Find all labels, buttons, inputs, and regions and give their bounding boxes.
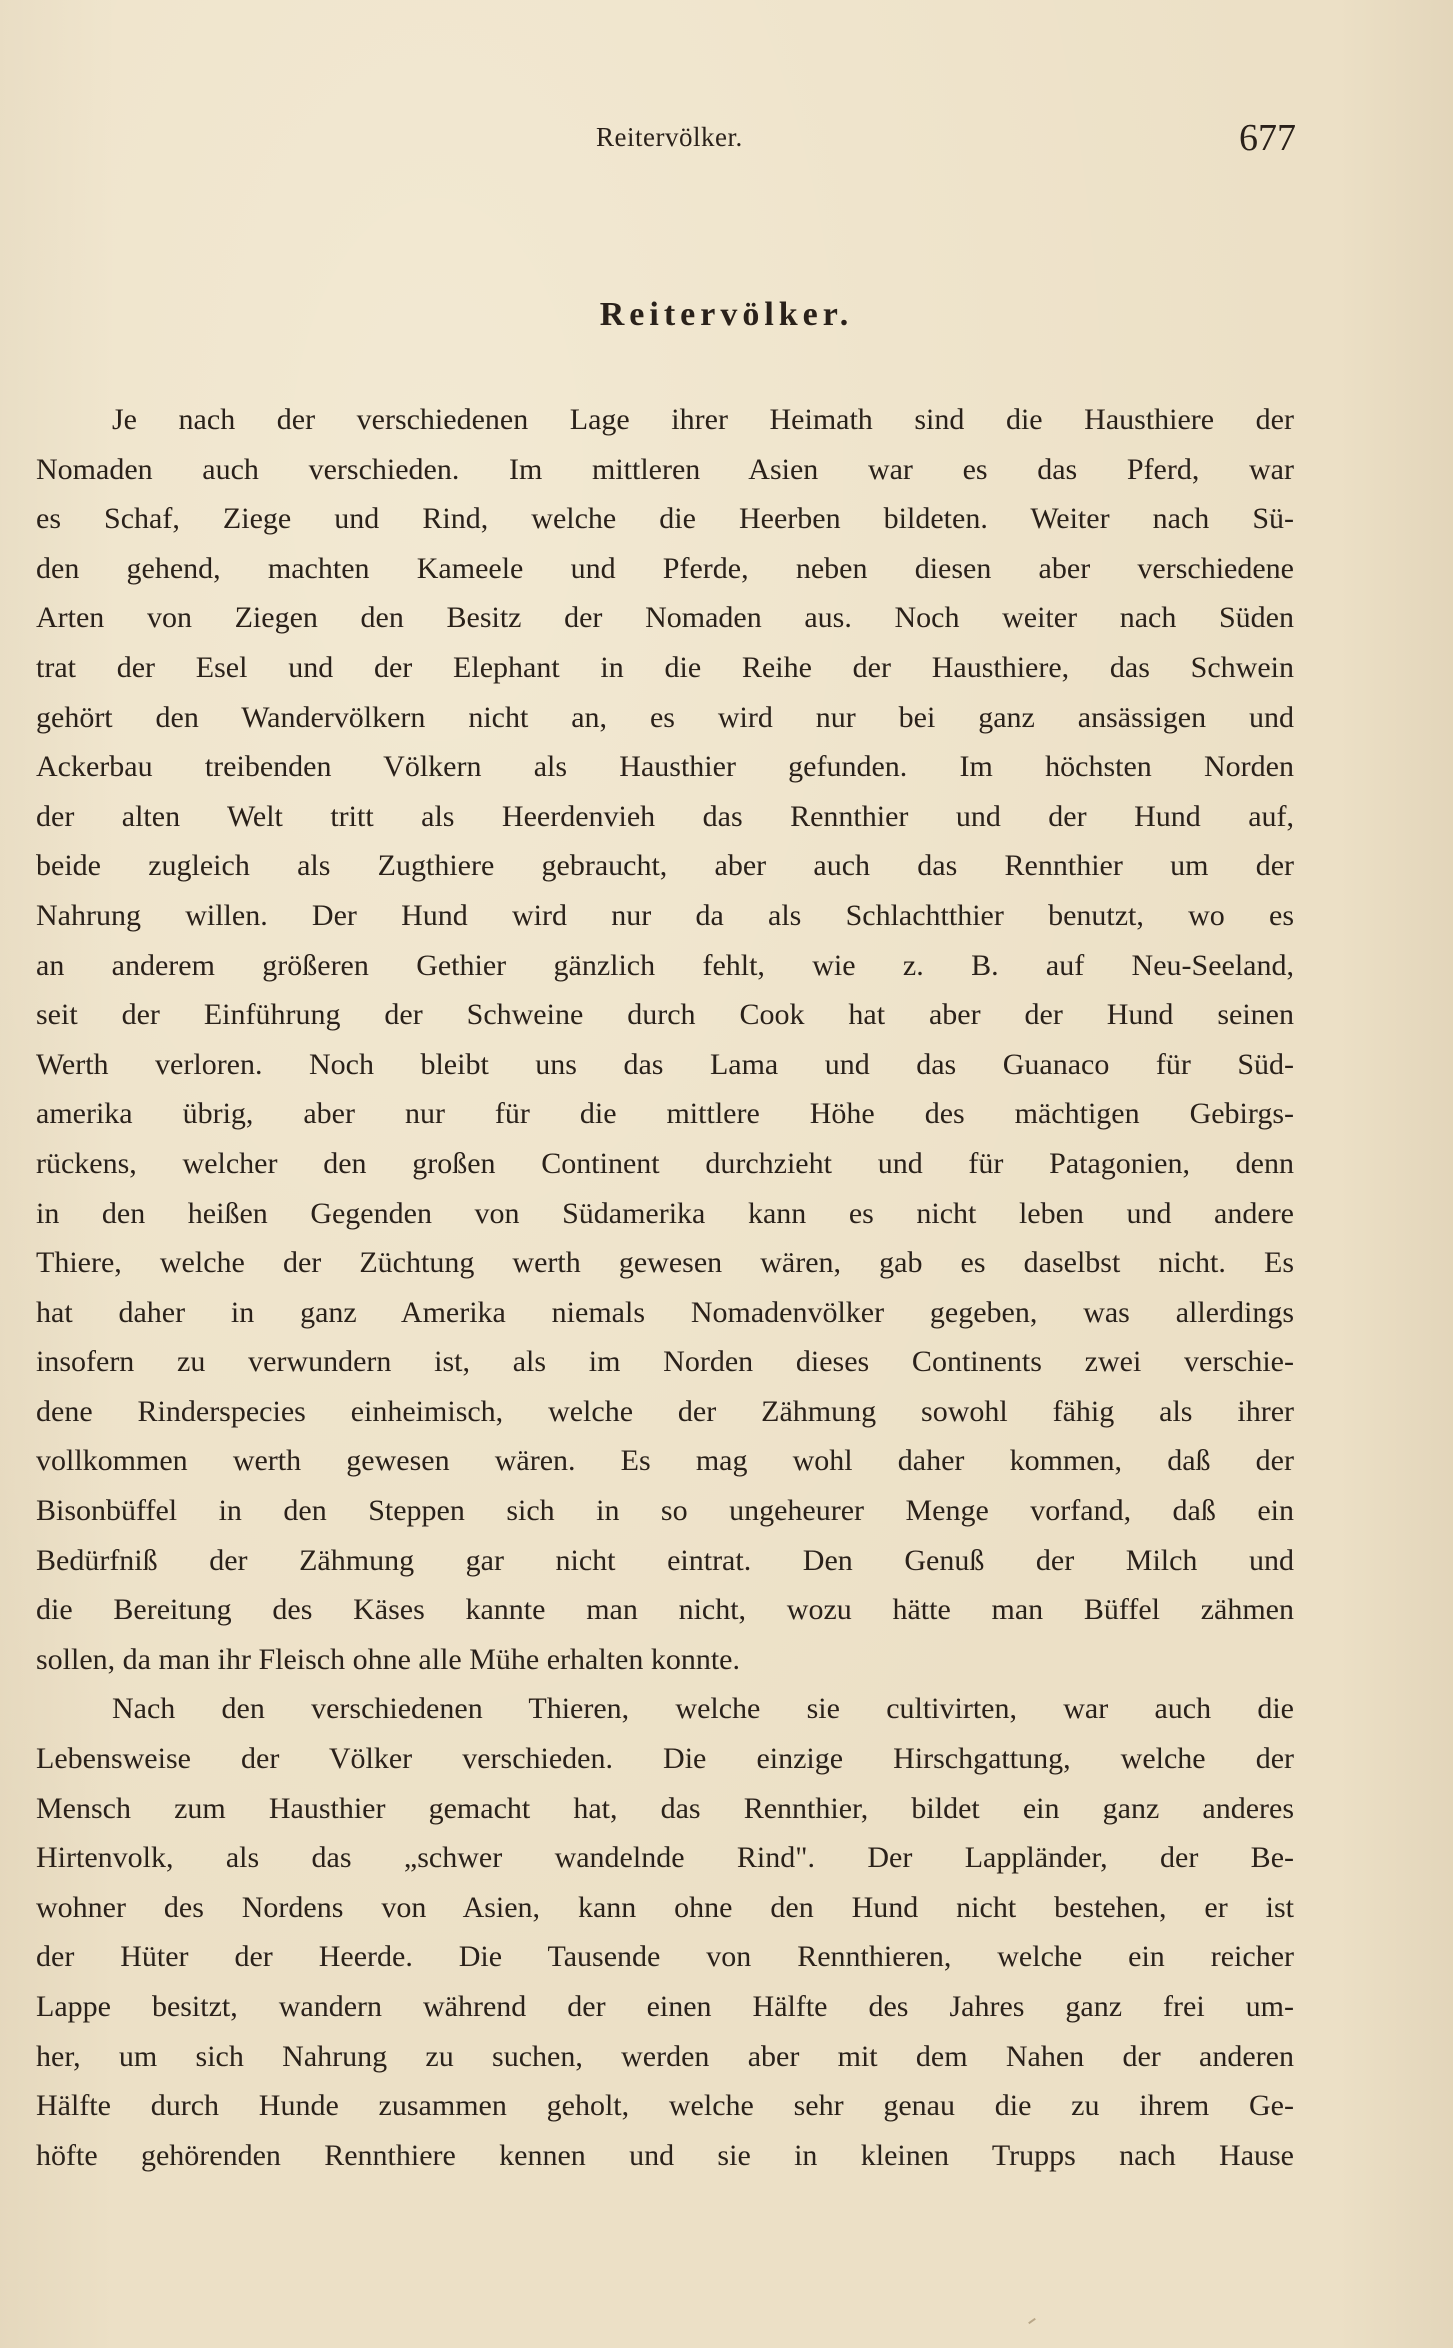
- text-line: Mensch zum Hausthier gemacht hat, das Rennthier, bildet ein ganz anderes: [36, 1791, 1294, 1825]
- text-line: seit der Einführung der Schweine durch Cook hat aber der Hund seinen: [36, 998, 1294, 1032]
- text-line: der alten Welt tritt als Heerdenvieh das Rennthier und der Hund auf,: [36, 799, 1294, 833]
- text-line: Nomaden auch verschieden. Im mittleren Asien war es das Pferd, war: [36, 452, 1294, 486]
- text-line: rückens, welcher den großen Continent durchzieht und für Patagonien, denn: [36, 1146, 1294, 1180]
- text-line: hat daher in ganz Amerika niemals Nomadenvölker gegeben, was allerdings: [36, 1295, 1294, 1329]
- text-line: insofern zu verwundern ist, als im Norden dieses Continents zwei verschie-: [36, 1345, 1294, 1379]
- text-line: den gehend, machten Kameele und Pferde, neben diesen aber verschiedene: [36, 551, 1294, 585]
- text-line: wohner des Nordens von Asien, kann ohne den Hund nicht bestehen, er ist: [36, 1890, 1294, 1924]
- text-line: Je nach der verschiedenen Lage ihrer Heimath sind die Hausthiere der: [112, 403, 1294, 436]
- text-line: her, um sich Nahrung zu suchen, werden aber mit dem Nahen der anderen: [36, 2039, 1294, 2073]
- text-line: an anderem größeren Gethier gänzlich fehlt, wie z. B. auf Neu-Seeland,: [36, 948, 1294, 982]
- text-line: Nach den verschiedenen Thieren, welche sie cultivirten, war auch die: [112, 1692, 1294, 1726]
- text-line: es Schaf, Ziege und Rind, welche die Heerben bildeten. Weiter nach Sü-: [36, 502, 1294, 536]
- text-line: Lappe besitzt, wandern während der einen Hälfte des Jahres ganz frei um-: [36, 1990, 1294, 2023]
- text-line: Nahrung willen. Der Hund wird nur da als Schlachtthier benutzt, wo es: [36, 898, 1294, 932]
- text-line: Hälfte durch Hunde zusammen geholt, welche sehr genau die zu ihrem Ge-: [36, 2089, 1294, 2123]
- text-line: Arten von Ziegen den Besitz der Nomaden aus. Noch weiter nach Süden: [36, 601, 1294, 635]
- text-line: in den heißen Gegenden von Südamerika kann es nicht leben und andere: [36, 1196, 1294, 1230]
- running-title: Reitervölker.: [596, 122, 743, 152]
- text-line: die Bereitung des Käses kannte man nicht, wozu hätte man Büffel zähmen: [36, 1593, 1294, 1627]
- text-line: Hirtenvolk, als das „schwer wandelnde Rind". Der Lappländer, der Be-: [36, 1841, 1294, 1875]
- text-line: der Hüter der Heerde. Die Tausende von Rennthieren, welche ein reicher: [36, 1940, 1294, 1974]
- text-line: Bisonbüffel in den Steppen sich in so ungeheurer Menge vorfand, daß ein: [36, 1494, 1294, 1528]
- text-line: gehört den Wandervölkern nicht an, es wird nur bei ganz ansässigen und: [36, 700, 1294, 734]
- text-line: vollkommen werth gewesen wären. Es mag wohl daher kommen, daß der: [36, 1444, 1294, 1478]
- text-line: amerika übrig, aber nur für die mittlere Höhe des mächtigen Gebirgs-: [36, 1097, 1294, 1131]
- text-line: Ackerbau treibenden Völkern als Hausthier gefunden. Im höchsten Norden: [36, 750, 1294, 784]
- text-line: trat der Esel und der Elephant in die Reihe der Hausthiere, das Schwein: [36, 650, 1294, 684]
- text-line: beide zugleich als Zugthiere gebraucht, aber auch das Rennthier um der: [36, 849, 1294, 883]
- text-line: Bedürfniß der Zähmung gar nicht eintrat. Den Genuß der Milch und: [36, 1543, 1294, 1577]
- text-line: höfte gehörenden Rennthiere kennen und sie in kleinen Trupps nach Hause: [36, 2138, 1294, 2172]
- paper-speck: [1028, 2318, 1036, 2324]
- text-line: Lebensweise der Völker verschieden. Die einzige Hirschgattung, welche der: [36, 1742, 1294, 1776]
- text-line: dene Rinderspecies einheimisch, welche der Zähmung sowohl fähig als ihrer: [36, 1394, 1294, 1428]
- text-line: Thiere, welche der Züchtung werth gewesen wären, gab es daselbst nicht. Es: [36, 1246, 1294, 1280]
- running-header: [36, 112, 1296, 162]
- page-number: 677: [1239, 117, 1296, 159]
- text-line: Werth verloren. Noch bleibt uns das Lama und das Guanaco für Süd-: [36, 1047, 1294, 1081]
- body-text: [36, 395, 1294, 2180]
- section-title: Reitervölker.: [599, 296, 854, 333]
- text-line: sollen, da man ihr Fleisch ohne alle Mühe erhalten konnte.: [36, 1642, 740, 1676]
